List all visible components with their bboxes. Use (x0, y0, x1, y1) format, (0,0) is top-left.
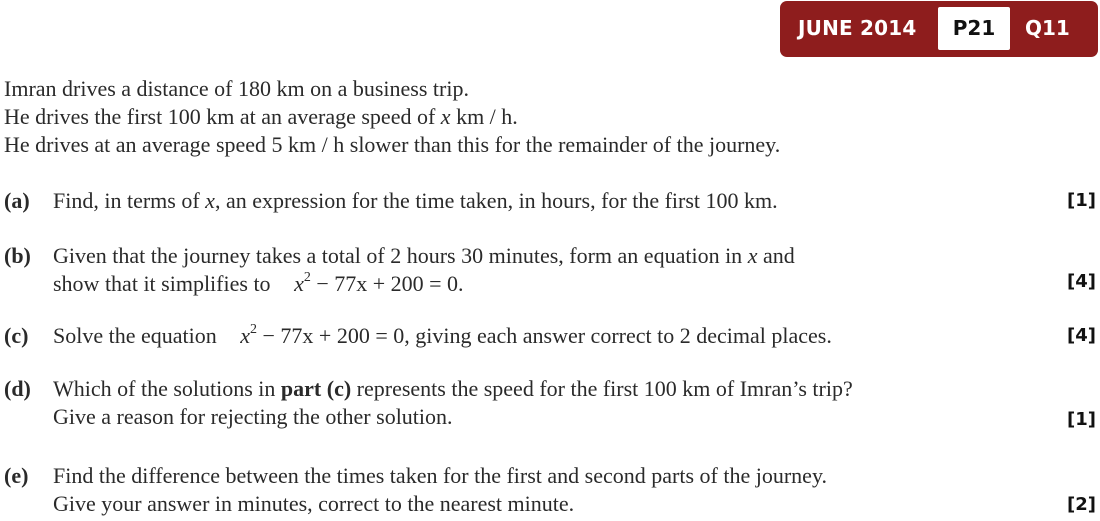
intro-line-2 (4, 104, 518, 130)
part-b-line-1-pre: Given that the journey takes a total of 2 hours 30 minutes, form an equation in (53, 243, 743, 268)
variable-x: x (440, 104, 451, 129)
part-c-text-pre: Solve the equation (53, 323, 217, 348)
part-b-marks: [4] (1067, 271, 1096, 292)
exam-session-label: JUNE 2014 (798, 16, 917, 40)
part-b-line-1-post: and (762, 243, 795, 268)
part-e-label: (e) (4, 463, 29, 488)
question-number-label: Q11 (1025, 16, 1070, 40)
intro-line-2-unit: km / h. (456, 104, 518, 129)
part-c-equation-rest: − 77x + 200 = 0, giving each answer correct to 2 decimal places. (262, 323, 832, 348)
part-c-text (53, 323, 832, 349)
part-c-marks: [4] (1067, 325, 1096, 346)
part-b-label: (b) (4, 243, 31, 268)
paper-number-label: P21 (938, 7, 1010, 50)
variable-x: x (747, 243, 758, 268)
part-e-marks: [2] (1067, 494, 1096, 515)
variable-x: x (240, 323, 251, 348)
part-d-line-1-pre: Which of the solutions in (53, 376, 276, 401)
part-b-line-2-pre: show that it simplifies to (53, 271, 271, 296)
part-c-label: (c) (4, 323, 29, 348)
intro-line-1: Imran drives a distance of 180 km on a business trip. (4, 76, 469, 101)
part-c-reference: part (c) (280, 376, 352, 401)
part-b-equation (294, 271, 464, 296)
exponent-2: 2 (303, 270, 311, 285)
part-a-label: (a) (4, 188, 30, 213)
variable-x: x (294, 271, 304, 296)
intro-line-2-text: He drives the first 100 km at an average speed of (4, 104, 436, 129)
variable-x: x (205, 188, 215, 213)
part-e-line-1: Find the difference between the times taken for the first and second parts of the journey. (53, 463, 828, 488)
part-a-text-pre: Find, in terms of (53, 188, 200, 213)
part-d-line-1 (53, 376, 853, 402)
part-d-label: (d) (4, 376, 31, 401)
part-d-marks: [1] (1067, 409, 1096, 430)
part-d-line-2: Give a reason for rejecting the other solution. (53, 404, 453, 429)
exponent-2: 2 (250, 322, 258, 337)
part-d-line-1-post: represents the speed for the first 100 km of Imran’s trip? (356, 376, 853, 401)
part-b-line-2 (53, 271, 464, 297)
part-c-equation (240, 323, 832, 348)
part-b-equation-rest: − 77x + 200 = 0. (316, 271, 464, 296)
part-b-line-1 (53, 243, 795, 269)
part-e-line-2: Give your answer in minutes, correct to the nearest minute. (53, 491, 575, 516)
part-a-text-post: , an expression for the time taken, in hours, for the first 100 km. (214, 188, 778, 213)
part-a-text (53, 188, 778, 214)
intro-line-3: He drives at an average speed 5 km / h slower than this for the remainder of the journey. (4, 132, 781, 157)
question-badge (780, 1, 1098, 57)
part-a-marks: [1] (1067, 190, 1096, 211)
